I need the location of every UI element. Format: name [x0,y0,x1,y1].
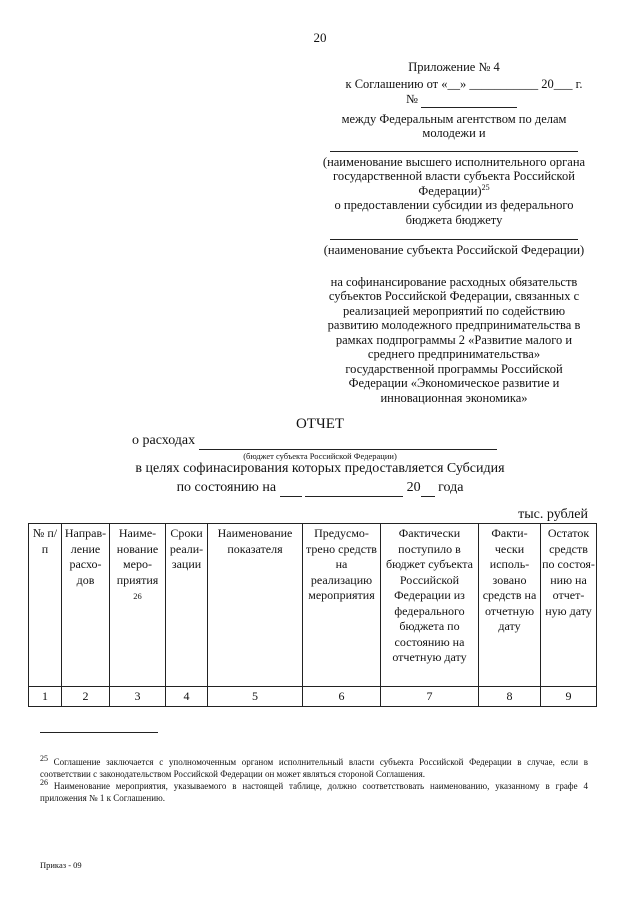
column-number: 8 [479,687,541,707]
description-text: на софинансирование расходных обязательств субъектов Российской Федерации, связанных с реализацией мероприятий по содействию развитию молодежного предпринимательства в рамках подпрограммы 2 «Развитие малого и среднего предпринимательства» государственной программы Российской Федерации «Экономическое развитие и инновационная экономика» [327,274,581,405]
org-caption [316,155,592,199]
footnote-26 [40,778,588,804]
table-number-row [29,687,597,707]
date-prefix: по состоянию на [176,480,277,495]
header-cell-used: Факти- чески исполь- зовано средств на отчетную дату [479,524,541,687]
footnote-separator [40,732,158,733]
agreement-number-row [316,92,592,108]
date-year: 20 [406,480,421,495]
header-cell-terms: Сроки реали- зации [166,524,208,687]
agreement-line: к Соглашению от «__» ___________ 20___ г. [345,76,583,91]
number-label: № [406,92,418,106]
column-number: 6 [303,687,381,707]
header-cell-event-name-text: Наиме- нование меро- приятия [116,526,159,587]
date-year-blank [421,480,435,497]
footnote-text: Наименование мероприятия, указываемого в настоящей таблице, должно соответствовать наименованию, указанному в графе 4 приложения № 1 к Соглашению. [40,781,588,803]
between-text: между Федеральным агентством по делам молодежи и [341,111,567,140]
footnote-text: Соглашение заключается с уполномоченным органом исполнительный власти субъекта Российской Федерации в случае, если в соответствии с законодательством Российской Федерации он может являться стороной Соглашения. [40,757,588,779]
header-cell-received: Фактически поступило в бюджет субъекта Российской Федерации из федерального бюджета по состоянию на отчетную дату [381,524,479,687]
subject-caption: (наименование субъекта Российской Федерации) [323,243,585,257]
header-cell-planned: Предусмо- трено средств на реализацию мероприятия [303,524,381,687]
org-caption-text: (наименование высшего исполнительного органа государственной власти субъекта Российской Федерации) [322,154,586,198]
purpose-text: о предоставлении субсидии из федерального бюджета бюджету [334,198,574,227]
expenses-blank-line [199,433,497,450]
purpose-line: в целях софинасирования которых предоставляется Субсидия [135,461,505,476]
header-cell-number: № п/п [29,524,62,687]
header-cell-balance: Остаток средств по состоя- нию на отчет- ную дату [541,524,597,687]
appendix-header [316,60,592,405]
header-cell-event-name [110,524,166,687]
footnote-mark: 25 [40,754,48,763]
column-number: 4 [166,687,208,707]
column-number: 1 [29,687,62,707]
date-day-blank [280,480,302,497]
appendix-title: Приложение № 4 [408,60,500,74]
table-header-row [29,524,597,687]
expenses-label: о расходах [132,433,196,448]
column-number: 9 [541,687,597,707]
date-suffix: года [438,480,464,495]
units-label: тыс. рублей [518,507,588,522]
column-number: 3 [110,687,166,707]
report-table [28,523,597,707]
org-name-line [330,149,578,152]
footnote-ref-26: 26 [133,591,142,601]
footnote-mark: 26 [40,778,48,787]
expenses-row [132,433,497,450]
footnote-25 [40,754,588,780]
footnote-ref-25: 25 [481,182,490,192]
column-number: 5 [208,687,303,707]
column-number: 2 [62,687,110,707]
page-number: 20 [313,30,327,45]
header-cell-indicator: Наименование показателя [208,524,303,687]
subject-name-line [330,237,578,240]
header-cell-direction: Направ- ление расхо- дов [62,524,110,687]
date-month-blank [305,480,403,497]
column-number: 7 [381,687,479,707]
order-label: Приказ - 09 [40,860,82,870]
report-title: ОТЧЕТ [295,416,345,432]
budget-caption: (бюджет субъекта Российской Федерации) [243,451,397,461]
number-blank-line [421,92,517,108]
date-row [0,480,640,497]
